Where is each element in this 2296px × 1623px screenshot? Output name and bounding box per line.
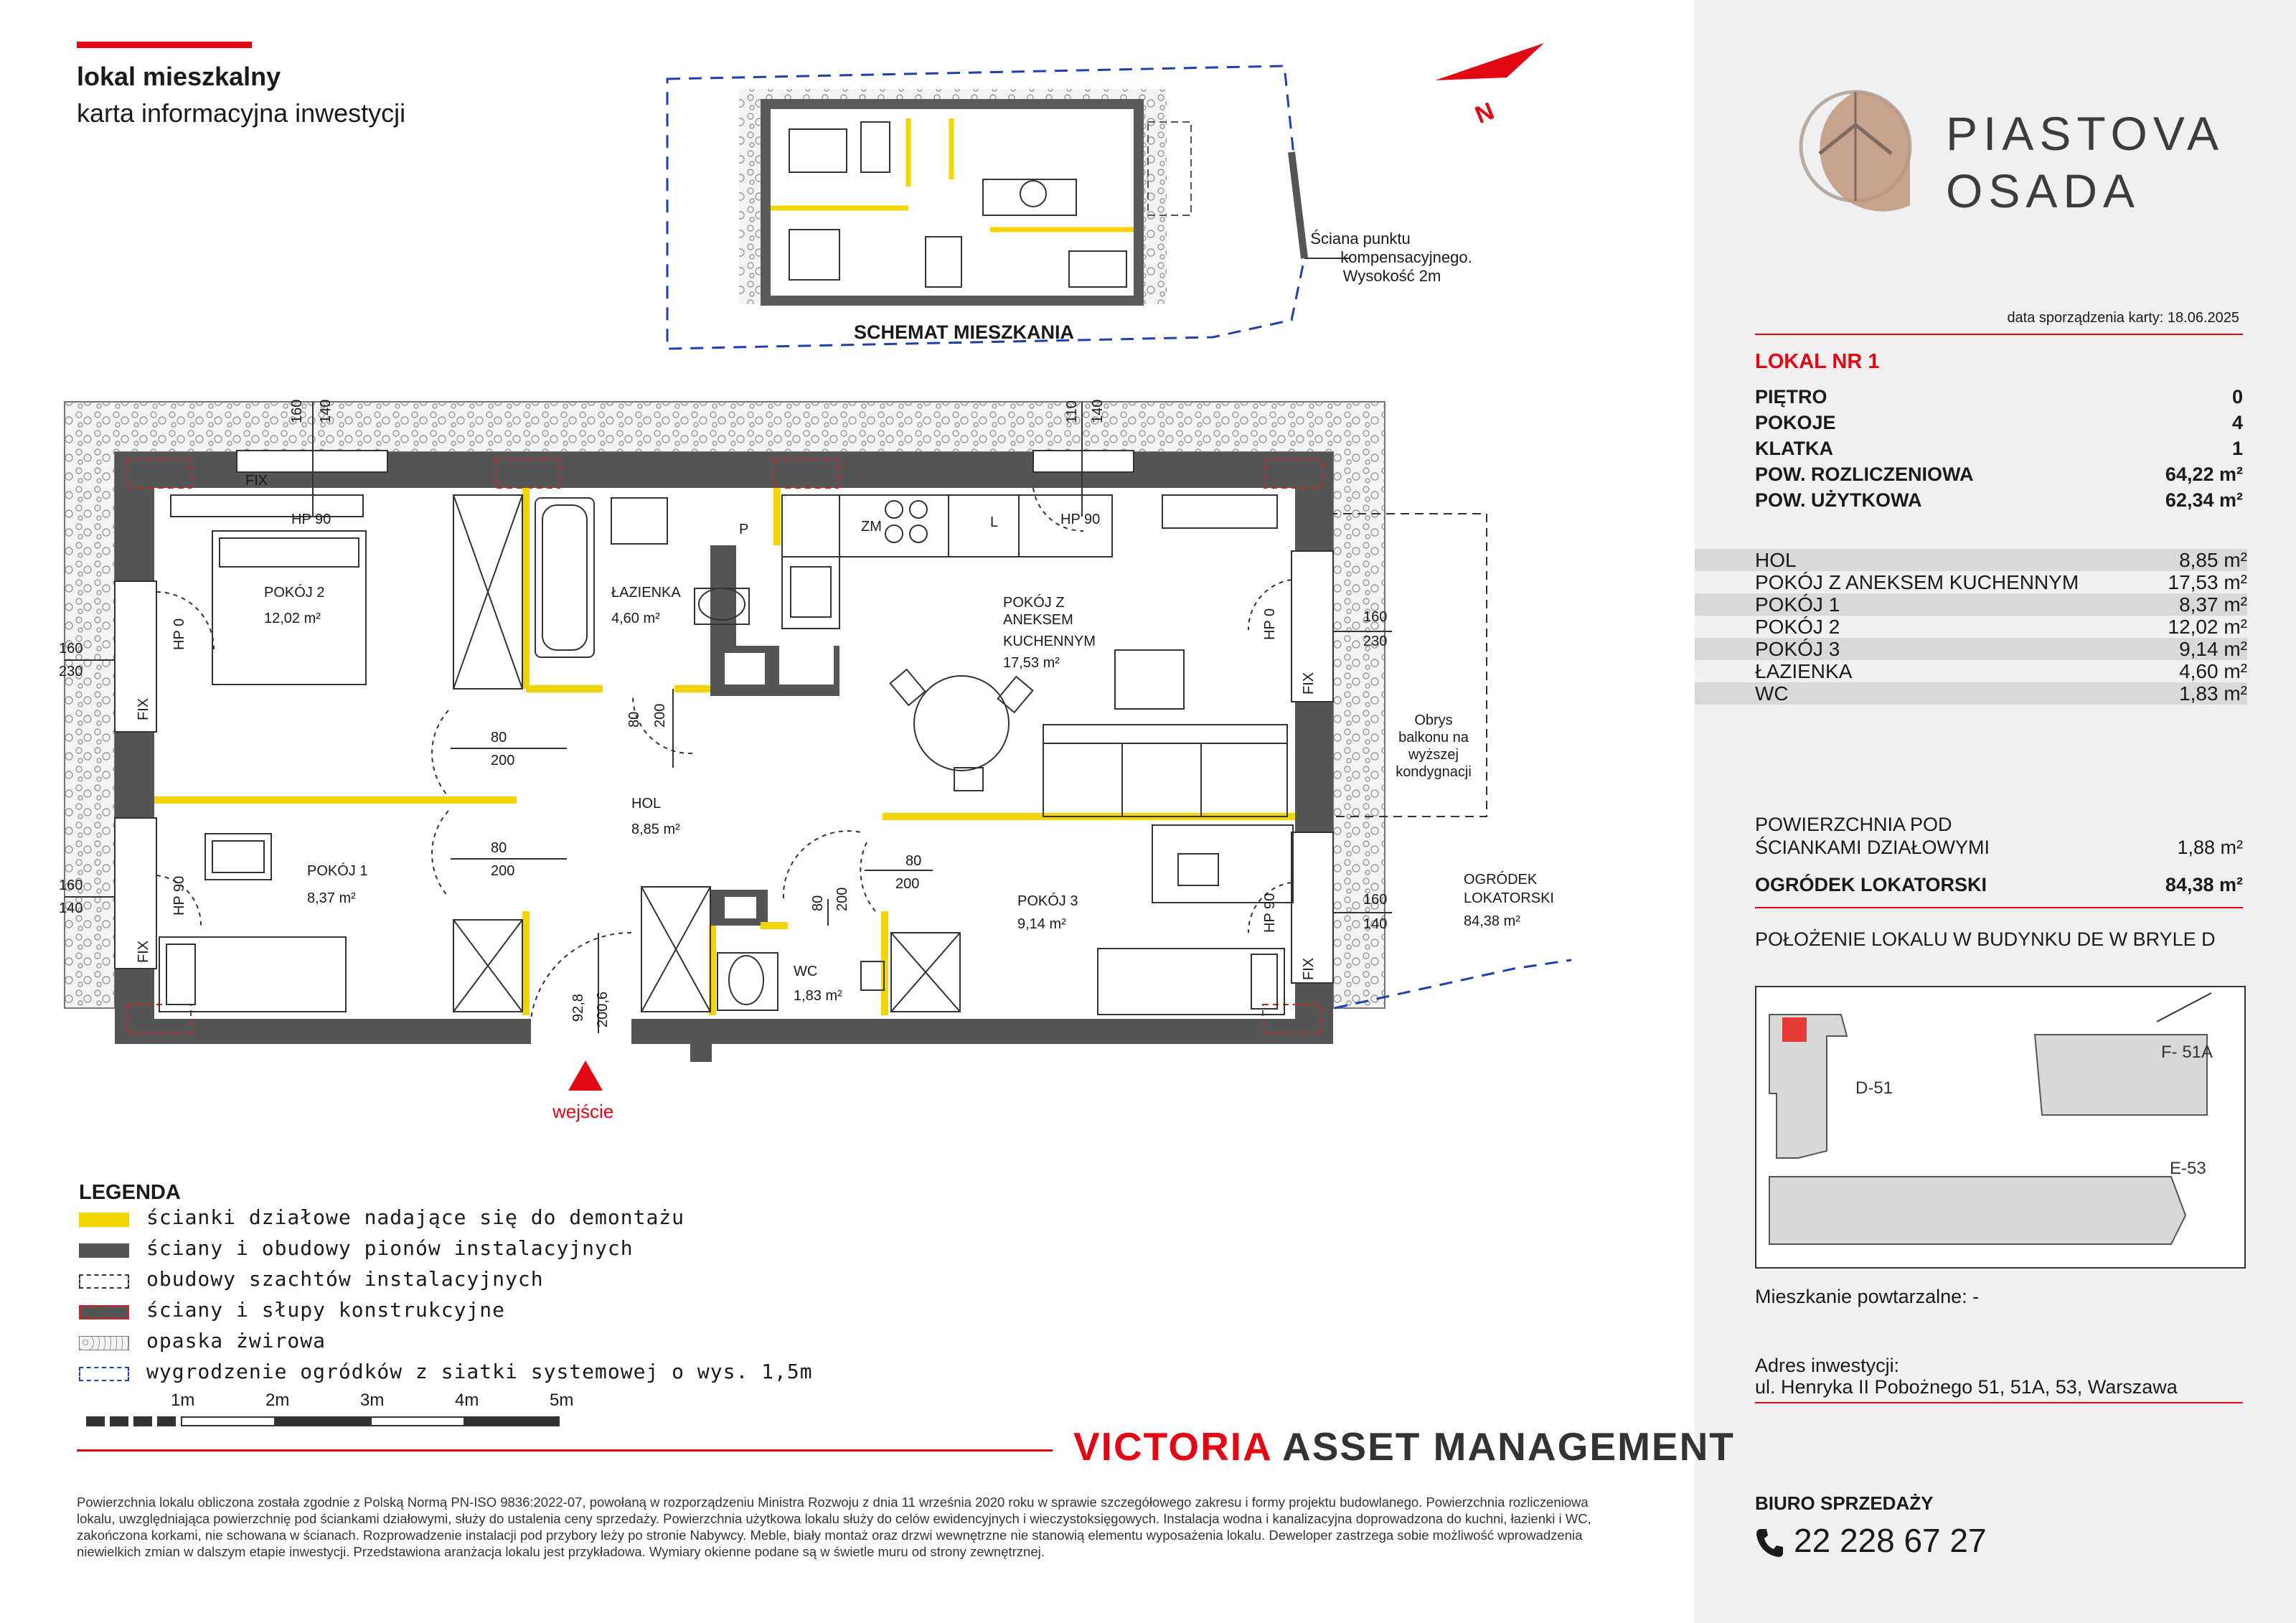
plan-label: FIX: [1301, 957, 1317, 980]
plan-label: 200: [491, 863, 515, 879]
scale-label: 2m: [265, 1391, 290, 1410]
plan-label: 80: [810, 895, 826, 911]
plan-label: 92,8: [570, 994, 586, 1022]
map-label: E-53: [2170, 1159, 2206, 1178]
divider: [1755, 334, 2243, 335]
room-name: WC: [794, 964, 818, 979]
schema-plan: [667, 66, 1349, 349]
legend-item: ścianki działowe nadające się do demontażu: [146, 1205, 685, 1229]
room-area: 12,02 m²: [264, 611, 321, 626]
legend-title: LEGENDA: [79, 1181, 181, 1204]
page-subtitle: karta informacyjna inwestycji: [77, 98, 406, 128]
page-title: lokal mieszkalny: [77, 62, 281, 91]
lokal-number: LOKAL NR 1: [1755, 350, 1880, 373]
legend-swatch: [79, 1336, 129, 1350]
area-row: ŁAZIENKA 4,60 m²: [1755, 660, 2247, 682]
room-name: POKÓJ 1: [307, 863, 368, 879]
room-name: POKÓJ 3: [1017, 893, 1078, 909]
area-row: POKÓJ 3 9,14 m²: [1695, 638, 2247, 660]
plan-label: HP 90: [171, 875, 187, 916]
plan-label: 140: [318, 399, 334, 423]
plan-label: 230: [1363, 634, 1388, 649]
scale-bar: [86, 1415, 588, 1429]
company-logo: VICTORIA ASSET MANAGEMENT: [1073, 1424, 1735, 1469]
room-name: POKÓJ Z: [1003, 595, 1065, 611]
room-name: OGRÓDEK: [1464, 872, 1538, 888]
logo-text-line2: OSADA: [1946, 164, 2141, 217]
plan-label: HP 0: [171, 618, 187, 650]
address: ul. Henryka II Pobożnego 51, 51A, 53, Warszawa: [1755, 1376, 2178, 1398]
plan-label: 160: [1363, 609, 1388, 625]
plan-label: 80: [491, 730, 507, 745]
legend-swatch: [79, 1213, 129, 1227]
legend-swatch: [79, 1305, 129, 1319]
divider: [1755, 1402, 2243, 1403]
sales-office-label: BIURO SPRZEDAŻY: [1755, 1492, 1934, 1514]
room-area: 17,53 m²: [1003, 655, 1060, 671]
legend-swatch: [79, 1367, 129, 1381]
plan-label: 200: [491, 753, 515, 768]
plan-label: FIX: [136, 697, 151, 720]
plan-label: 160: [59, 641, 83, 657]
room-area: 9,14 m²: [1017, 916, 1066, 932]
address-label: Adres inwestycji:: [1755, 1355, 1900, 1376]
area-row: WC 1,83 m²: [1695, 682, 2247, 705]
legend-item: obudowy szachtów instalacyjnych: [146, 1267, 544, 1291]
garden-row: OGRÓDEK LOKATORSKI 84,38 m²: [1755, 874, 2243, 895]
legend-item: ściany i słupy konstrukcyjne: [146, 1298, 506, 1322]
room-name: ANEKSEM: [1003, 612, 1073, 628]
plan-label: 200: [895, 876, 920, 892]
map-label: D-51: [1855, 1078, 1893, 1098]
partition-row: ŚCIANKAMI DZIAŁOWYMI 1,88 m²: [1755, 837, 2243, 858]
partition-label-1: POWIERZCHNIA POD: [1755, 814, 1952, 835]
plan-label: 160: [289, 399, 305, 423]
plan-label: P: [739, 522, 749, 537]
balcony-note: kondygnacji: [1396, 764, 1472, 780]
north-arrow-icon: [1435, 43, 1544, 129]
plan-label: 80: [491, 840, 507, 856]
site-map: [1755, 986, 2246, 1269]
schema-note: kompensacyjnego.: [1340, 248, 1472, 266]
plan-label: ZM: [861, 519, 882, 535]
plan-label: 160: [1363, 892, 1388, 908]
plan-label: 160: [59, 878, 83, 893]
logo-text-line1: PIASTOVA: [1946, 107, 2225, 160]
schema-note: Ściana punktu: [1310, 230, 1411, 248]
info-row-usable-area: POW. UŻYTKOWA 62,34 m²: [1755, 489, 2243, 511]
phone-icon: [1755, 1527, 1784, 1558]
plan-label: HP 90: [1060, 512, 1101, 527]
plan-label: L: [990, 514, 999, 530]
card-date: data sporządzenia karty: 18.06.2025: [2007, 310, 2239, 326]
plan-label: 200: [834, 887, 850, 911]
sales-phone[interactable]: 22 228 67 27: [1794, 1522, 1987, 1559]
room-name: POKÓJ 2: [264, 585, 325, 601]
scale-label: 5m: [550, 1391, 574, 1410]
scale-label: 1m: [171, 1391, 195, 1410]
room-area: 8,37 m²: [307, 890, 356, 906]
plan-label: 80: [905, 853, 922, 869]
plan-label: FIX: [245, 473, 268, 489]
plan-label: 140: [1363, 916, 1388, 932]
legend-swatch: [79, 1274, 129, 1289]
balcony-note: Obrys: [1414, 712, 1453, 728]
room-name: ŁAZIENKA: [611, 585, 681, 601]
room-area: 4,60 m²: [611, 611, 660, 626]
legend-item: wygrodzenie ogródków z siatki systemowej o wys. 1,5m: [146, 1360, 813, 1383]
balcony-note: wyższej: [1408, 747, 1459, 763]
info-row-floor: PIĘTRO 0: [1755, 386, 2243, 408]
plan-label: 110: [1064, 400, 1080, 423]
area-row: POKÓJ Z ANEKSEM KUCHENNYM 17,53 m²: [1755, 571, 2247, 593]
entrance-label: wejście: [552, 1101, 614, 1122]
area-row: POKÓJ 2 12,02 m²: [1755, 616, 2247, 638]
schema-note: Wysokość 2m: [1342, 267, 1441, 285]
plan-label: 140: [59, 900, 83, 916]
plan-label: 80: [626, 711, 642, 728]
room-area: 1,83 m²: [794, 988, 842, 1004]
room-name: LOKATORSKI: [1464, 890, 1554, 906]
room-name: HOL: [631, 796, 662, 812]
area-row: POKÓJ 1 8,37 m²: [1695, 593, 2247, 616]
legend-swatch: [79, 1243, 129, 1258]
plan-label: HP 90: [1262, 893, 1278, 933]
disclaimer: Powierzchnia lokalu obliczona została zgodnie z Polską Normą PN-ISO 9836:2022-07, powołaną w rozporządzeniu Ministra Rozwoju z dnia 11 września 2020 roku w sprawie szczegółowego zakresu i formy projektu budowlanego. Powierzchnia rozliczeniowa lokalu, uwzględniająca powierzchnię pod ściankami działowymi, służy do ustalenia ceny sprzedaży. Powierzchnia użytkowa lokalu służy do celów ewidencyjnych i wieczystoksięgowych. Instalacja wodna i kanalizacyjna doprowadzona do kuchni, łazienki i WC, zakończona korkami, nie schowana w ścianach. Rozprowadzenie instalacji pod przybory leży po stronie Nabywcy. Meble, biały montaż oraz drzwi wewnętrzne nie stanowią elementu wyposażenia lokalu. Deweloper zastrzega sobie możliwość wprowadzenia niewielkich zmian w dalszym etapie inwestycji. Przedstawiona aranżacja lokalu jest przykładowa. Wymiary okienne podane są w świetle muru od strony zewnętrznej.: [77, 1495, 1591, 1559]
room-area: 8,85 m²: [631, 822, 680, 837]
room-name: KUCHENNYM: [1003, 634, 1096, 649]
logo-mark-icon: [1794, 85, 1937, 228]
plan-label: 200,6: [595, 991, 611, 1027]
plan-label: HP 0: [1262, 608, 1278, 640]
plan-label: FIX: [136, 940, 151, 963]
footer-divider: [77, 1449, 1053, 1452]
divider: [1755, 907, 2243, 908]
plan-label: HP 90: [291, 512, 331, 527]
plan-label: 230: [59, 664, 83, 679]
room-area: 84,38 m²: [1464, 913, 1520, 929]
scale-label: 3m: [360, 1391, 385, 1410]
building-location: POŁOŻENIE LOKALU W BUDYNKU DE W BRYLE D: [1755, 928, 2216, 950]
info-row-billing-area: POW. ROZLICZENIOWA 64,22 m²: [1755, 464, 2243, 485]
svg-text:N: N: [1471, 97, 1498, 130]
info-row-stairwell: KLATKA 1: [1755, 438, 2243, 459]
area-row: HOL 8,85 m²: [1695, 549, 2247, 571]
scale-label: 4m: [455, 1391, 479, 1410]
schema-title: SCHEMAT MIESZKANIA: [854, 321, 1074, 343]
legend-item: opaska żwirowa: [146, 1329, 326, 1352]
repeat-info: Mieszkanie powtarzalne: -: [1755, 1286, 1980, 1307]
plan-label: 200: [652, 703, 668, 728]
plan-label: 140: [1090, 399, 1106, 423]
legend-item: ściany i obudowy pionów instalacyjnych: [146, 1236, 634, 1260]
balcony-note: balkonu na: [1398, 730, 1469, 745]
map-label: F- 51A: [2161, 1043, 2213, 1062]
info-row-rooms: POKOJE 4: [1755, 412, 2243, 433]
entrance-arrow-icon: [568, 1060, 603, 1091]
plan-label: FIX: [1301, 672, 1317, 695]
